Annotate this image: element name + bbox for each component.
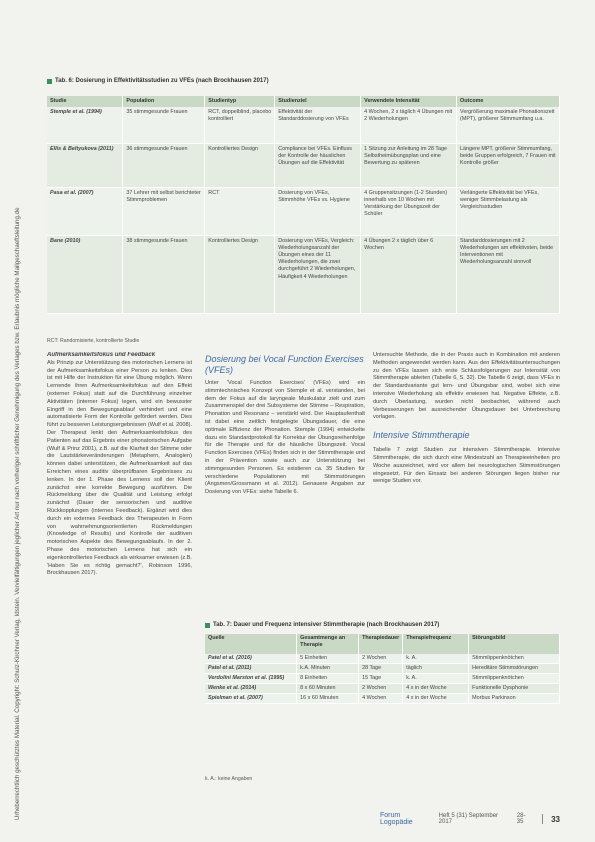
page-number: 33 bbox=[551, 814, 560, 824]
table-cell: Patel et al. (2016) bbox=[205, 654, 297, 664]
table7-header-row bbox=[205, 634, 560, 654]
section-heading: Aufmerksamkeitsfokus und Feedback bbox=[47, 352, 156, 358]
table7-header: Therapiedauer bbox=[359, 634, 403, 654]
table-cell: Vergrößerung maximale Phonationszeit (MPT), größerer Stimmumfang u.a. bbox=[457, 107, 560, 143]
table-cell: Morbus Parkinson bbox=[469, 694, 560, 704]
table-cell: Effektivität der Standarddosierung von VFEs bbox=[275, 107, 361, 143]
table-cell: RCT bbox=[205, 187, 275, 235]
copyright-text: Urheberrechtlich geschütztes Material. Copyright: Schulz-Kirchner Verlag, Idstein. Vervielfältigungen jeglicher Art nur nach vorheriger schriftlicher Genehmigung des Verlages bzw. Erlaubnis mögliche Mailgeschaeftsleitung.de bbox=[14, 207, 21, 820]
table7-header: Therapiefrequenz bbox=[403, 634, 469, 654]
table-cell: Kontrolliertes Design bbox=[205, 143, 275, 187]
column-middle bbox=[205, 380, 365, 620]
body-text: Untersuchte Methode, die in der Praxis auch in Kombination mit anderen Methoden angewendet werden kann. Aus den Effektivitätsuntersuchungen zu den VFEs lassen sich erste Schlussfolgerungen zur Intensität von Stimmtherapie ableiten (Tabelle 6, S. 32). Die Tabelle 6 zeigt, dass VFEs in der Standardvariante gut lern- und Übungsbar sind, wobei sich eine intensive Wiederholung als effektiv erwiesen hat. Negative Effekte, z.B. durch Überlastung, wurden nicht beobachtet, während auch Verbesserungen bei ausreichender Übungsdauer bei Unterbrechung vorlagen. bbox=[373, 352, 560, 421]
square-bullet-icon bbox=[47, 79, 52, 84]
table-cell: Stimmlippenknötchen bbox=[469, 654, 560, 664]
table-cell: Verdolini Marston et al. (1995) bbox=[205, 674, 297, 684]
table-cell: Spielman et al. (2007) bbox=[205, 694, 297, 704]
table-cell: 2 Wochen bbox=[359, 654, 403, 664]
body-text: Tabelle 7 zeigt Studien zur intensiven Stimmtherapie. Intensive Stimmtherapie, die sich durch eine Mindestzahl an Therapieeinheiten pro Woche auszeichnet, wird vor allem bei neurologischen Stimmstörungen eingesetzt. Für den Einsatz bei anderen Störungen liegen bisher nur wenige Studien vor. bbox=[373, 447, 560, 485]
square-bullet-icon bbox=[205, 623, 210, 628]
table-cell: 2 Wochen bbox=[359, 684, 403, 694]
table6-header: Studie bbox=[47, 96, 123, 107]
body-text: Als Prinzip zur Unterstützung des motorischen Lernens ist der Aufmerksamkeitsfokus einer Person zu lenken. Dies ist mit Hilfe der Instruktion für eine Übung möglich. Wenn Lernende ihren Aufmerksamkeitsfokus auf den Effekt (externer Fokus) statt auf die Durchführung einzelner Aktivitäten (interner Fokus) legen, wird ein bewusster Eingriff in den Bewegungsablauf verhindert und eine automatisierte Form der Kontrolle gefördert werden. Dies führt zu besseren Leistungsergebnissen (Wulf et al. 2008). Der Therapeut lenkt den Aufmerksamkeitsfokus des Patienten auf das Ergebnis einer phonatorischen Aufgabe (Wulf & Prinz 2001), z.B. auf die Klarheit der Stimme oder die Lautstärkeveränderungen (Metaphern, Analogien) können dabei unterstützen, die Aufmerksamkeit auf das Erreichen eines auditiv überprüfbaren Ergebnisses zu lenken. In der 1. Phase des Lernens soll der Klient zunächst eine korrekte Bewegung ausführen. Die Rückmeldung über die Qualität und Leistung erfolgt zunächst (Dauer der sensorischen und auditive Rückkopplungen (internes Feedback). Ergänzt wird dies durch ein externes Feedback des Therapeuten in Form von wahrnehmungsorientierten Rückmeldungen (Knowledge of Results) und Kontrolle der auditiven motorischen Aspekte des Bewegungsablaufs. In der 2. Phase des motorischen Lernens hat sich ein eigenkontrolliertes Feedback als wirksamer erwiesen (z.B. 'Haben Sie es richtig gemacht?', Robinson 1996, Brockhausen 2017). bbox=[47, 359, 192, 577]
table-cell: 35 stimmgesunde Frauen bbox=[123, 107, 205, 143]
table-cell: k. A. bbox=[403, 654, 469, 664]
table-cell: 38 stimmgesunde Frauen bbox=[123, 235, 205, 313]
table-cell: Wenke et al. (2014) bbox=[205, 684, 297, 694]
table-row bbox=[205, 674, 560, 684]
table-cell: Stemple et al. (1994) bbox=[47, 107, 123, 143]
table-cell: k. A. bbox=[403, 674, 469, 684]
table7-note: k. A.: keine Angaben bbox=[205, 776, 253, 782]
table6-caption: Tab. 6: Dosierung in Effektivitätsstudien zu VFEs (nach Brockhausen 2017) bbox=[47, 78, 269, 84]
table-cell: 4 Gruppensitzungen (1-2 Stunden) innerhalb von 10 Wochen mit Verstärkung der Übungszeit der Schüler bbox=[361, 187, 457, 235]
table-cell: RCT, doppelblind, placebo kontrolliert bbox=[205, 107, 275, 143]
table-cell: k.A. Minuten bbox=[297, 664, 359, 674]
table-cell: 8 Einheiten bbox=[297, 674, 359, 684]
page-range: 28-35 bbox=[516, 813, 526, 825]
table-row bbox=[205, 694, 560, 704]
table-cell: Dosierung von VFEs, Vergleich: Wiederholungsanzahl der Übungen eines der 11 Wiederholungen, die zwei durchgeführt 2 Wiederholungen, Häufigkeit 4 Wiederholungen bbox=[275, 235, 361, 313]
issue-info: Heft 5 (31) September 2017 bbox=[438, 813, 499, 825]
journal-brand: Forum Logopädie bbox=[380, 812, 413, 826]
table-cell: 28 Tage bbox=[359, 664, 403, 674]
table-cell: täglich bbox=[403, 664, 469, 674]
table6-header: Studienziel bbox=[275, 96, 361, 107]
table-cell: Stimmlippenknötchen bbox=[469, 674, 560, 684]
table-cell: Funktionelle Dysphonie bbox=[469, 684, 560, 694]
table-cell: 4 Wochen bbox=[359, 694, 403, 704]
table-cell: 1 Sitzung zur Anleitung im 28 Tage Selbstheimübungsplan und eine Bewertung zu späteren bbox=[361, 143, 457, 187]
body-text: Unter 'Vocal Function Exercises' (VFEs) wird ein stimmtechnisches Konzept von Stemple et al. verstanden, bei dem der Fokus auf die laryngeale Muskulatur zielt und zum Zusammenspiel der drei Subsysteme der Stimme – Respiration, Phonation und Resonanz – verstärkt wird. Der Hauptaufenthalt ist dabei eine zeitlich festgelegte Übungsdauer, die eine optimale Effizienz der Phonation. Stemple (1994) entwickelte dazu ein Standardprotokoll für Korrektur der Übungsreihenfolge für die Therapie und für die häusliche Übungszeit. Vocal Function Exercises (VFEs) finden sich in der Stimmtherapie und in der Prävention sowie auch zur Unterstützung bei stimmgesunden Personen. Es existieren ca. 35 Studien für verschiedene Populationen mit Stimmstörungen (Angsmen/Grossmann et al. 2012). Genauere Angaben zur Dosierung von VFEs: siehe Tabelle 6. bbox=[205, 380, 365, 496]
table-cell: 15 Tage bbox=[359, 674, 403, 684]
table-cell: Compliance bei VFEs. Einfluss der Kontrolle der häuslichen Übungen auf die Effektivität bbox=[275, 143, 361, 187]
table-cell: Hereditäre Stimmstörungen bbox=[469, 664, 560, 674]
table-cell: 4 x in der Woche bbox=[403, 684, 469, 694]
table-row bbox=[47, 187, 560, 235]
section-title-intensive: Intensive Stimmtherapie bbox=[373, 430, 470, 441]
table-cell: Patel et al. (2011) bbox=[205, 664, 297, 674]
table-cell: Verlängerte Effektivität bei VFEs, weniger Stimmbelastung als Vergleichsstudien bbox=[457, 187, 560, 235]
table-cell: 5 Einheiten bbox=[297, 654, 359, 664]
table-row bbox=[47, 235, 560, 313]
table-cell: Längere MPT, größerer Stimmumfang, beide Gruppen erfolgreich, 7 Frauen mit Kontrolle größer bbox=[457, 143, 560, 187]
column-left bbox=[47, 352, 192, 807]
table-cell: Dosierung von VFEs, Stimmhöhe VFEs vs. Hygiene bbox=[275, 187, 361, 235]
section-title-vfe: Dosierung bei Vocal Function Exercises (VFEs) bbox=[205, 354, 364, 375]
table7-header: Gesamtmenge an Therapie bbox=[297, 634, 359, 654]
table-cell: 4 x in der Woche bbox=[403, 694, 469, 704]
table-cell: Ellis & Beltyukova (2011) bbox=[47, 143, 123, 187]
table-row bbox=[205, 684, 560, 694]
table-row bbox=[205, 664, 560, 674]
copyright-sidebar bbox=[4, 40, 21, 820]
table6-header: Outcome bbox=[457, 96, 560, 107]
table7 bbox=[205, 634, 560, 704]
table6-header: Studientyp bbox=[205, 96, 275, 107]
table-cell: Standarddosierungen mit 2 Wiederholungen am effektivsten, beide Interventionen mit Wiederholungsanzahl sinnvoll bbox=[457, 235, 560, 313]
table-row bbox=[47, 143, 560, 187]
table-cell: 4 Wochen, 2 x täglich 4 Übungen mit 2 Wiederholungen bbox=[361, 107, 457, 143]
table6-header: Verwendete Intensität bbox=[361, 96, 457, 107]
table-cell: Pasa et al. (2007) bbox=[47, 187, 123, 235]
table-cell: 16 x 60 Minuten bbox=[297, 694, 359, 704]
table6-note: RCT: Randomisierte, kontrollierte Studie bbox=[47, 338, 140, 344]
table-cell: 8 x 60 Minuten bbox=[297, 684, 359, 694]
table7-header: Störungsbild bbox=[469, 634, 560, 654]
table6-header-row bbox=[47, 96, 560, 107]
table6-header: Population bbox=[123, 96, 205, 107]
table6 bbox=[47, 96, 560, 314]
divider bbox=[542, 814, 543, 824]
table-cell: 4 Übungen 2 x täglich über 6 Wochen bbox=[361, 235, 457, 313]
column-right bbox=[373, 352, 560, 620]
table7-caption: Tab. 7: Dauer und Frequenz intensiver Stimmtherapie (nach Brockhausen 2017) bbox=[205, 622, 439, 628]
table-cell: 37 Lehrer mit selbst berichteter Stimmproblemen bbox=[123, 187, 205, 235]
table-row bbox=[47, 107, 560, 143]
table-cell: 36 stimmgesunde Frauen bbox=[123, 143, 205, 187]
page-footer bbox=[380, 812, 560, 826]
table-row bbox=[205, 654, 560, 664]
table7-header: Quelle bbox=[205, 634, 297, 654]
table-cell: Bane (2010) bbox=[47, 235, 123, 313]
table-cell: Kontrolliertes Design bbox=[205, 235, 275, 313]
